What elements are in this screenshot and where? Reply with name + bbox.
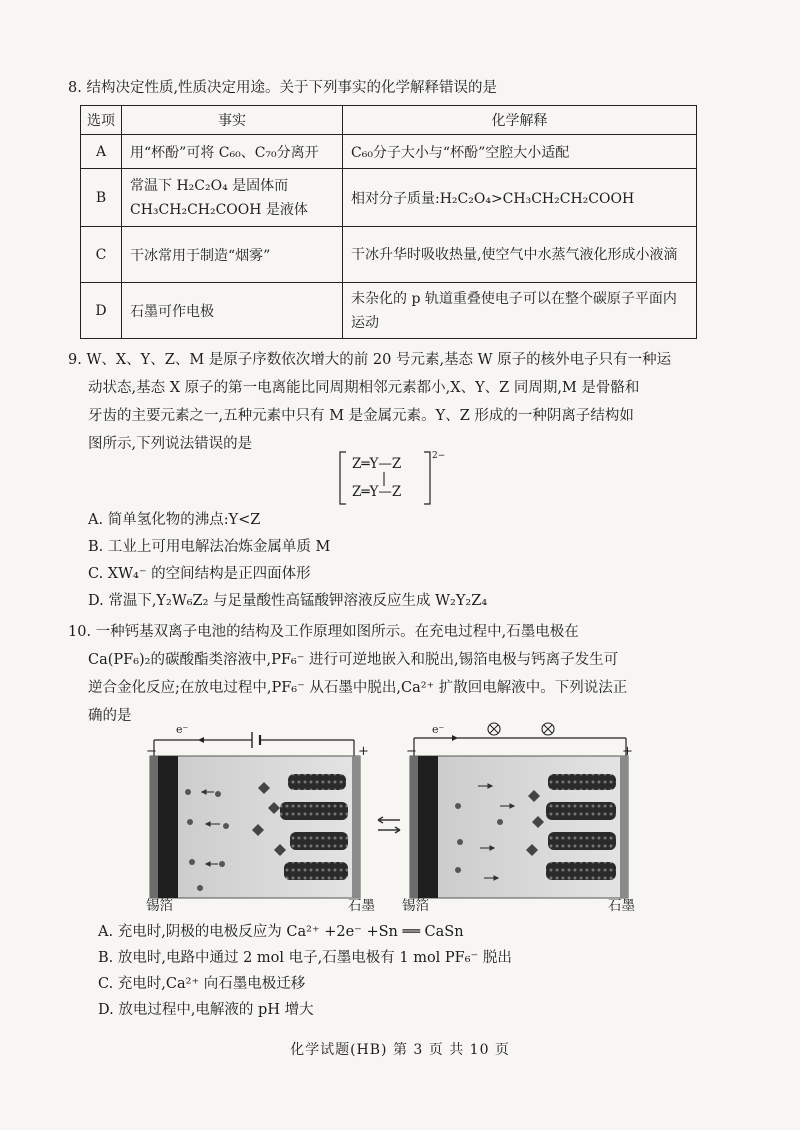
table-row: [81, 227, 697, 283]
struct-top: Z═Y—Z: [352, 456, 402, 472]
electron-label-left: e⁻: [176, 723, 189, 736]
right-foil-label: 锡箔: [402, 898, 429, 914]
expl-a: C₆₀分子大小与“杯酚”空腔大小适配: [343, 135, 697, 169]
q10-option-c: C. 充电时,Ca²⁺ 向石墨电极迁移: [98, 976, 306, 992]
q9-option-c: C. XW₄⁻ 的空间结构是正四面体形: [88, 566, 311, 582]
q9-option-a: A. 简单氢化物的沸点:Y<Z: [88, 512, 261, 528]
expl-d: 未杂化的 p 轨道重叠使电子可以在整个碳原子平面内运动: [343, 283, 697, 339]
expl-b: 相对分子质量:H₂C₂O₄>CH₃CH₂CH₂COOH: [343, 169, 697, 227]
fact-a: 用“杯酚”可将 C₆₀、C₇₀分离开: [122, 135, 343, 169]
header-explanation: 化学解释: [343, 106, 697, 135]
anion-structure: [338, 450, 450, 506]
q8-table: [80, 105, 697, 339]
anion-charge: 2−: [432, 451, 446, 461]
option-b: B: [81, 169, 122, 227]
option-d: D: [81, 283, 122, 339]
q9-line2: 动状态,基态 X 原子的第一电离能比同周期相邻元素都小,X、Y、Z 同周期,M 是骨骼和: [88, 380, 640, 396]
plus-right: +: [622, 744, 633, 759]
minus-left: −: [146, 744, 157, 759]
page-footer: 化学试题(HB) 第 3 页 共 10 页: [290, 1042, 510, 1058]
battery-graphic: [140, 722, 640, 918]
expl-c: 干冰升华时吸收热量,使空气中水蒸气液化形成小液滴: [343, 227, 697, 283]
q9-line4: 图所示,下列说法错误的是: [88, 436, 253, 452]
fact-b: 常温下 H₂C₂O₄ 是固体而 CH₃CH₂CH₂COOH 是液体: [122, 169, 343, 227]
q10-option-d: D. 放电过程中,电解液的 pH 增大: [98, 1002, 314, 1018]
q8-stem: 8. 结构决定性质,性质决定用途。关于下列事实的化学解释错误的是: [68, 80, 498, 96]
right-graphite-label: 石墨: [608, 898, 635, 914]
plus-left: +: [358, 744, 369, 759]
minus-right: −: [406, 744, 417, 759]
q10-line1: 10. 一种钙基双离子电池的结构及工作原理如图所示。在充电过程中,石墨电极在: [68, 624, 579, 640]
q9-line1: 9. W、X、Y、Z、M 是原子序数依次增大的前 20 号元素,基态 W 原子的核外电子只有一种运: [68, 352, 672, 368]
electron-label-right: e⁻: [432, 723, 445, 736]
q10-line3: 逆合金化反应;在放电过程中,PF₆⁻ 从石墨中脱出,Ca²⁺ 扩散回电解液中。下列说法正: [88, 680, 628, 696]
left-graphite-label: 石墨: [348, 898, 375, 914]
q10-line2: Ca(PF₆)₂的碳酸酯类溶液中,PF₆⁻ 进行可逆地嵌入和脱出,锡箔电极与钙离子发生可: [88, 652, 619, 668]
q9-option-d: D. 常温下,Y₂W₆Z₂ 与足量酸性高锰酸钾溶液反应生成 W₂Y₂Z₄: [88, 593, 488, 609]
q9-line3: 牙齿的主要元素之一,五种元素中只有 M 是金属元素。Y、Z 形成的一种阴离子结构如: [88, 408, 634, 424]
table-row: [81, 169, 697, 227]
header-option: 选项: [81, 106, 122, 135]
struct-bottom: Z═Y—Z: [352, 484, 402, 500]
option-c: C: [81, 227, 122, 283]
header-fact: 事实: [122, 106, 343, 135]
table-row: [81, 283, 697, 339]
fact-c: 干冰常用于制造“烟雾”: [122, 227, 343, 283]
left-foil-label: 锡箔: [146, 898, 173, 914]
q10-option-b: B. 放电时,电路中通过 2 mol 电子,石墨电极有 1 mol PF₆⁻ 脱出: [98, 950, 512, 966]
option-a: A: [81, 135, 122, 169]
fact-d: 石墨可作电极: [122, 283, 343, 339]
q9-option-b: B. 工业上可用电解法冶炼金属单质 M: [88, 539, 331, 555]
q10-option-a: A. 充电时,阴极的电极反应为 Ca²⁺ +2e⁻ +Sn ══ CaSn: [98, 924, 464, 940]
battery-diagram: [140, 722, 640, 918]
q10-line4: 确的是: [88, 708, 132, 724]
table-row: [81, 135, 697, 169]
